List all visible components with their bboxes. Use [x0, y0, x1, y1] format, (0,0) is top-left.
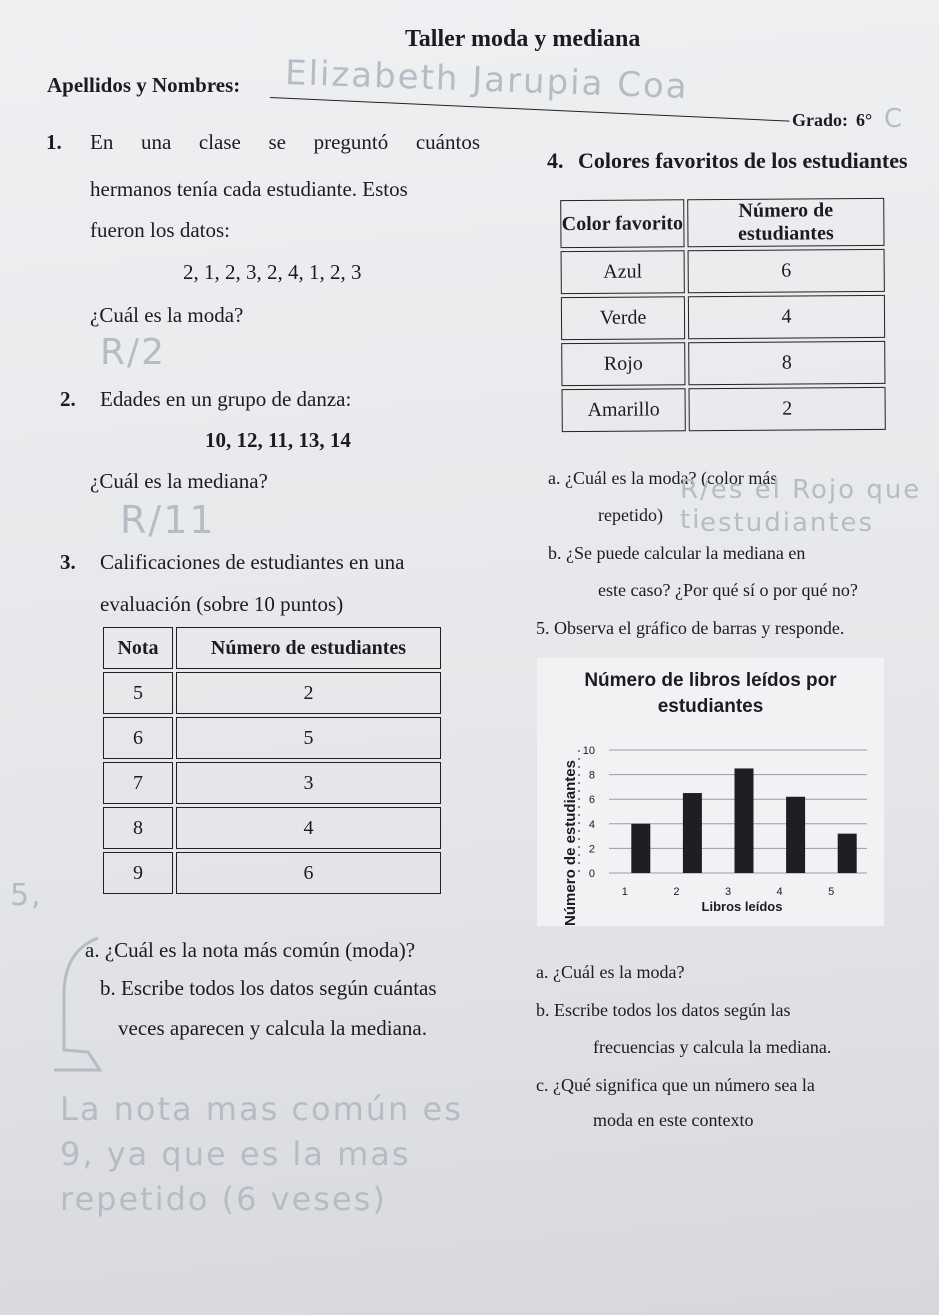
q2-text: Edades en un grupo de danza:: [100, 387, 352, 411]
chart-y-tick: 6: [588, 794, 595, 807]
table-cell: 4: [688, 295, 885, 339]
q5-text: 5. Observa el gráfico de barras y responde.: [536, 618, 845, 638]
chart-title-line-1: Número de libros leídos por: [584, 670, 837, 691]
q3-answer-line-3: repetido (6 veses): [60, 1180, 387, 1218]
q4-part-b-line-2: este caso? ¿Por qué sí o por qué no?: [598, 580, 858, 600]
chart-y-tick: 8: [588, 769, 595, 782]
q3-margin-note: 5,: [10, 878, 43, 913]
colors-header-count: Número de estudiantes: [687, 198, 884, 247]
chart-plot: [537, 658, 884, 926]
q1-line-2: hermanos tenía cada estudiante. Estos: [90, 177, 408, 201]
q3-number: 3.: [60, 550, 76, 574]
table-cell: 8: [688, 341, 885, 385]
q4-part-a-line-2: repetido): [598, 505, 663, 525]
q3-part-a: a. ¿Cuál es la nota más común (moda)?: [85, 938, 416, 962]
q5-part-b-line-1: b. Escribe todos los datos según las: [536, 1000, 791, 1020]
q3-line-2: evaluación (sobre 10 puntos): [100, 592, 344, 616]
q1-data: 2, 1, 2, 3, 2, 4, 1, 2, 3: [183, 260, 362, 284]
table-cell: 6: [103, 717, 173, 759]
q4-text: Colores favoritos de los estudiantes: [578, 148, 908, 173]
table-cell: Azul: [561, 250, 685, 294]
q3-part-b-line-1: b. Escribe todos los datos según cuántas: [100, 976, 437, 1000]
table-cell: 3: [176, 762, 441, 804]
q2-answer: R/11: [120, 498, 216, 542]
chart-x-tick: 1: [621, 886, 628, 898]
chart-x-tick: 4: [776, 886, 783, 898]
table-cell: 5: [176, 717, 441, 759]
grade-value: 6°: [856, 110, 873, 130]
bar-chart: [537, 658, 884, 926]
q1-question: ¿Cuál es la moda?: [90, 303, 244, 327]
grade-handwritten: C: [884, 104, 905, 134]
name-label: Apellidos y Nombres:: [47, 73, 241, 97]
q1-line-3: fueron los datos:: [90, 218, 230, 242]
grades-header-count: Número de estudiantes: [176, 627, 441, 669]
q3-line-1: Calificaciones de estudiantes en una: [100, 550, 405, 574]
table-cell: 8: [103, 807, 173, 849]
q2-number: 2.: [60, 387, 76, 411]
grades-header-nota: Nota: [103, 627, 173, 669]
chart-bar-5: [838, 834, 857, 873]
q4-answer-line-1: R/es el Rojo que ti: [680, 475, 922, 535]
q2-question: ¿Cuál es la mediana?: [90, 469, 268, 493]
q3-answer-line-2: 9, ya que es la mas: [60, 1135, 411, 1173]
colors-header-color: Color favorito: [560, 199, 684, 248]
q4-answer-line-2: estudiantes: [700, 508, 875, 538]
table-cell: 7: [103, 762, 173, 804]
q2-data: 10, 12, 11, 13, 14: [205, 428, 351, 452]
page-title: Taller moda y mediana: [405, 26, 641, 52]
chart-x-tick: 3: [724, 886, 732, 898]
chart-bar-2: [683, 793, 702, 873]
q5-part-b-line-2: frecuencias y calcula la mediana.: [593, 1037, 832, 1057]
q5-part-c-line-2: moda en este contexto: [593, 1110, 754, 1130]
chart-title-line-2: estudiantes: [657, 696, 764, 717]
table-cell: 2: [176, 672, 441, 714]
chart-bar-1: [631, 824, 650, 873]
chart-y-tick: 0: [588, 868, 595, 880]
table-cell: 4: [176, 807, 441, 849]
q1-line-1: En una clase se preguntó cuántos: [90, 130, 480, 154]
table-cell: 6: [176, 852, 441, 894]
q1-number: 1.: [46, 130, 62, 154]
q5-part-c-line-1: c. ¿Qué significa que un número sea la: [536, 1075, 815, 1095]
q4-part-a-line-1: a. ¿Cuál es la moda? (color más: [548, 468, 778, 488]
table-cell: Verde: [561, 296, 685, 340]
name-handwritten: Elizabeth Jarupia Coa: [284, 52, 690, 108]
chart-y-tick: 10: [582, 745, 595, 757]
chart-x-label: Libros leídos: [701, 899, 783, 914]
table-cell: Amarillo: [562, 388, 686, 432]
chart-x-tick: 5: [828, 886, 835, 898]
q5-part-a: a. ¿Cuál es la moda?: [536, 962, 685, 982]
q3-answer-line-1: La nota mas común es: [60, 1090, 463, 1128]
grades-table: [100, 624, 444, 897]
table-cell: 2: [689, 387, 886, 431]
chart-x-tick: 2: [673, 886, 680, 898]
q4-part-b-line-1: b. ¿Se puede calcular la mediana en: [548, 543, 806, 563]
chart-bar-4: [786, 797, 805, 873]
chart-bar-3: [735, 768, 754, 873]
chart-y-tick: 4: [588, 818, 595, 831]
chart-y-label: Número de estudiantes: [562, 760, 579, 926]
grade-label: Grado:: [792, 110, 848, 130]
bracket-drawing: [48, 930, 108, 1080]
table-cell: 9: [103, 852, 173, 894]
table-cell: 6: [688, 249, 885, 293]
q3-part-b-line-2: veces aparecen y calcula la mediana.: [118, 1016, 427, 1040]
table-cell: Rojo: [561, 342, 685, 386]
table-cell: 5: [103, 672, 173, 714]
colors-table: [557, 195, 889, 435]
q1-answer: R/2: [100, 332, 167, 373]
chart-y-tick: 2: [588, 843, 595, 856]
q4-number: 4.: [547, 148, 564, 173]
